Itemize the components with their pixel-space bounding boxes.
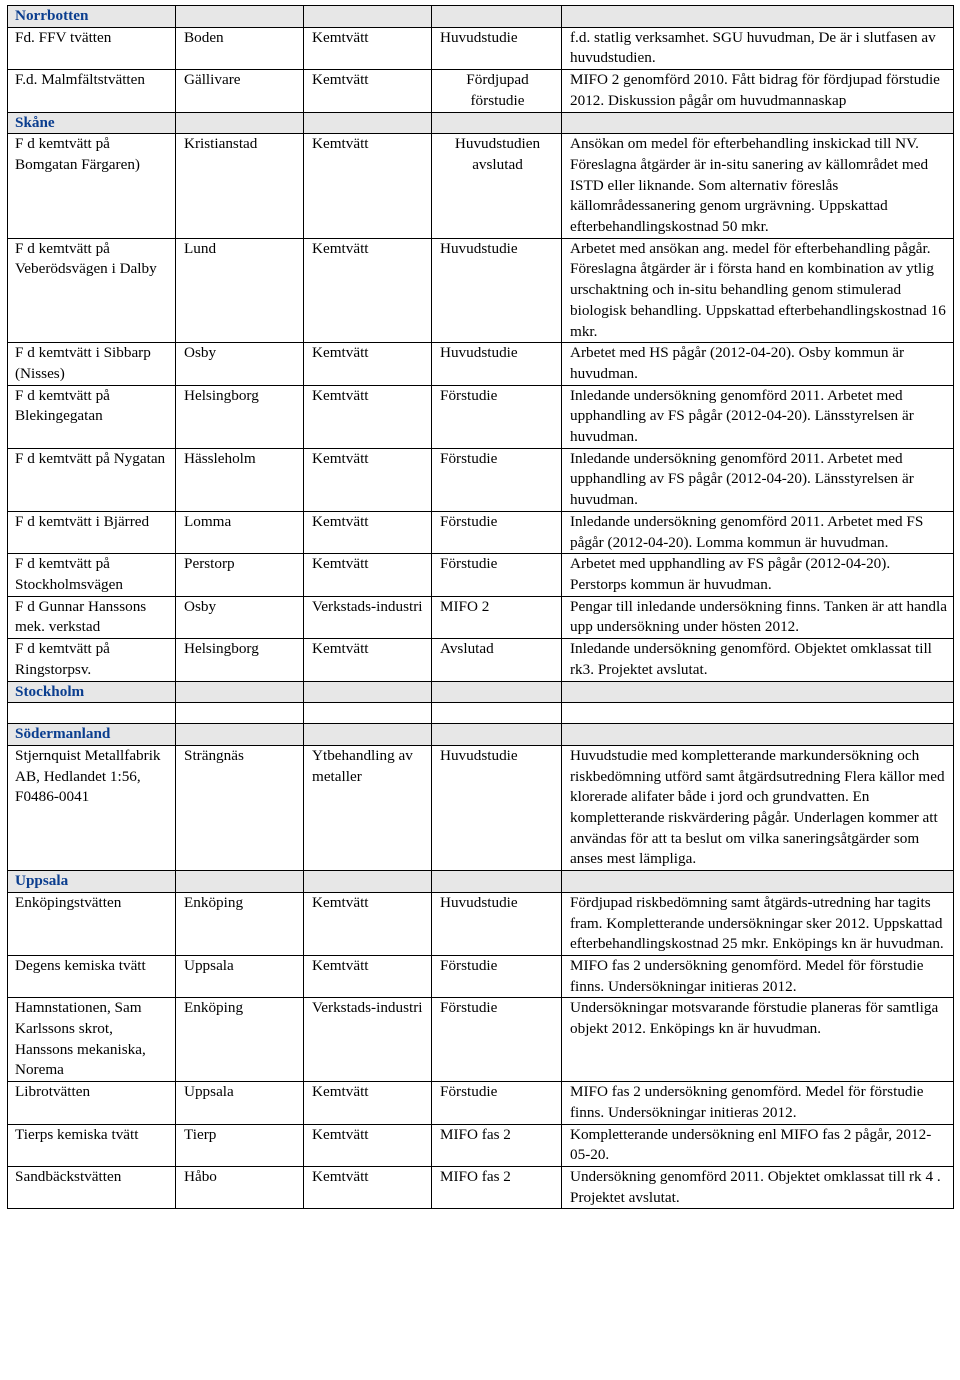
municipality-cell: Uppsala xyxy=(176,955,304,997)
table-row xyxy=(8,596,954,638)
table-row xyxy=(8,554,954,596)
region-name: Norrbotten xyxy=(15,7,89,24)
municipality-cell: Osby xyxy=(176,343,304,385)
object-cell: F.d. Malmfältstvätten xyxy=(8,70,176,112)
region-header-empty xyxy=(304,681,432,703)
region-header-empty xyxy=(432,681,562,703)
region-name: Uppsala xyxy=(15,872,69,890)
municipality-cell: Enköping xyxy=(176,892,304,955)
empty-cell xyxy=(176,703,304,724)
industry-cell: Verkstads-industri xyxy=(304,998,432,1082)
comment-cell: Arbetet med upphandling av FS pågår (2012-04-20). Perstorps kommun är huvudman. xyxy=(562,554,954,596)
comment-cell: Arbetet med ansökan ang. medel för efterbehandling pågår. Föreslagna åtgärder är i första hand en kombination av ytlig urschaktning och in-situ behandling genom stimulerad biologisk behandling. Uppskattad efterbehandlingskostnad 16 mkr. xyxy=(562,238,954,343)
stage-cell: Fördjupad förstudie xyxy=(432,70,562,112)
region-header-empty xyxy=(562,681,954,703)
comment-cell: Kompletterande undersökning enl MIFO fas 2 pågår, 2012-05-20. xyxy=(562,1124,954,1166)
industry-cell: Kemtvätt xyxy=(304,238,432,343)
region-header-empty xyxy=(432,871,562,893)
industry-cell: Ytbehandling av metaller xyxy=(304,745,432,870)
remediation-table xyxy=(7,5,954,1209)
table-row xyxy=(8,27,954,69)
object-cell: F d kemtvätt på Veberödsvägen i Dalby xyxy=(8,238,176,343)
region-header-empty xyxy=(562,871,954,893)
comment-cell: Inledande undersökning genomförd 2011. Arbetet med upphandling av FS pågår (2012-04-20). Länsstyrelsen är huvudman. xyxy=(562,385,954,448)
table-row xyxy=(8,448,954,511)
municipality-cell: Perstorp xyxy=(176,554,304,596)
stage-cell: Förstudie xyxy=(432,1082,562,1124)
object-cell: Hamnstationen, Sam Karlssons skrot, Hanssons mekaniska, Norema xyxy=(8,998,176,1082)
region-header-empty xyxy=(432,112,562,134)
region-header xyxy=(8,112,176,134)
region-header-empty xyxy=(176,6,304,28)
industry-cell: Kemtvätt xyxy=(304,27,432,69)
empty-cell xyxy=(562,703,954,724)
table-row xyxy=(8,745,954,870)
municipality-cell: Tierp xyxy=(176,1124,304,1166)
municipality-cell: Kristianstad xyxy=(176,134,304,239)
comment-cell: Inledande undersökning genomförd 2011. Arbetet med upphandling av FS pågår (2012-04-20). Länsstyrelsen är huvudman. xyxy=(562,448,954,511)
table-row xyxy=(8,238,954,343)
industry-cell: Kemtvätt xyxy=(304,955,432,997)
remediation-table-body xyxy=(8,6,954,1209)
region-header-empty xyxy=(176,724,304,746)
region-name: Södermanland xyxy=(15,725,111,743)
empty-cell xyxy=(432,703,562,724)
comment-cell: MIFO fas 2 undersökning genomförd. Medel för förstudie finns. Undersökningar initieras 2012. xyxy=(562,955,954,997)
industry-cell: Kemtvätt xyxy=(304,1082,432,1124)
stage-cell: MIFO fas 2 xyxy=(432,1124,562,1166)
stage-cell: Avslutad xyxy=(432,639,562,681)
comment-cell: Huvudstudie med kompletterande markundersökning och riskbedömning utförd samt åtgärdsutredning Flera källor med klorerade alifater både i jord och grundvatten. En kompletterande riskvärdering pågår. Underlagen kommer att användas för att ta beslut om vilka saneringsåtgärder som anses mest lämpliga. xyxy=(562,745,954,870)
region-header xyxy=(8,871,176,893)
comment-cell: MIFO fas 2 undersökning genomförd. Medel för förstudie finns. Undersökningar initieras 2012. xyxy=(562,1082,954,1124)
region-header-empty xyxy=(176,112,304,134)
object-cell: Fd. FFV tvätten xyxy=(8,27,176,69)
table-row xyxy=(8,385,954,448)
stage-cell: Huvudstudie xyxy=(432,343,562,385)
object-cell: F d kemtvätt i Bjärred xyxy=(8,511,176,553)
industry-cell: Kemtvätt xyxy=(304,134,432,239)
stage-cell: Huvudstudien avslutad xyxy=(432,134,562,239)
region-name: Stockholm xyxy=(15,682,85,700)
stage-cell: Huvudstudie xyxy=(432,238,562,343)
municipality-cell: Helsingborg xyxy=(176,639,304,681)
municipality-cell: Helsingborg xyxy=(176,385,304,448)
object-cell: Stjernquist Metallfabrik AB, Hedlandet 1:56, F0486-0041 xyxy=(8,745,176,870)
object-cell: F d kemtvätt på Blekingegatan xyxy=(8,385,176,448)
object-cell: Tierps kemiska tvätt xyxy=(8,1124,176,1166)
stage-cell: Förstudie xyxy=(432,511,562,553)
empty-row xyxy=(8,703,954,724)
table-row xyxy=(8,955,954,997)
region-header xyxy=(8,681,176,703)
region-header-empty xyxy=(304,724,432,746)
region-header-empty xyxy=(562,724,954,746)
region-header-empty xyxy=(176,871,304,893)
municipality-cell: Lund xyxy=(176,238,304,343)
industry-cell: Kemtvätt xyxy=(304,448,432,511)
comment-cell: f.d. statlig verksamhet. SGU huvudman, De är i slutfasen av huvudstudien. xyxy=(562,27,954,69)
table-row xyxy=(8,343,954,385)
industry-cell: Kemtvätt xyxy=(304,70,432,112)
region-header-empty xyxy=(562,6,954,28)
stage-cell: Förstudie xyxy=(432,955,562,997)
industry-cell: Kemtvätt xyxy=(304,892,432,955)
municipality-cell: Uppsala xyxy=(176,1082,304,1124)
municipality-cell: Osby xyxy=(176,596,304,638)
empty-cell xyxy=(304,703,432,724)
stage-cell: Förstudie xyxy=(432,554,562,596)
object-cell: F d kemtvätt i Sibbarp (Nisses) xyxy=(8,343,176,385)
industry-cell: Verkstads-industri xyxy=(304,596,432,638)
region-header-empty xyxy=(562,112,954,134)
industry-cell: Kemtvätt xyxy=(304,1124,432,1166)
municipality-cell: Håbo xyxy=(176,1166,304,1208)
municipality-cell: Gällivare xyxy=(176,70,304,112)
region-header-row xyxy=(8,6,954,28)
municipality-cell: Hässleholm xyxy=(176,448,304,511)
region-header-empty xyxy=(176,681,304,703)
table-row xyxy=(8,1124,954,1166)
comment-cell: MIFO 2 genomförd 2010. Fått bidrag för fördjupad förstudie 2012. Diskussion pågår om huvudmannaskap xyxy=(562,70,954,112)
region-header-empty xyxy=(304,871,432,893)
stage-cell: Förstudie xyxy=(432,998,562,1082)
stage-cell: Huvudstudie xyxy=(432,892,562,955)
empty-cell xyxy=(8,703,176,724)
municipality-cell: Strängnäs xyxy=(176,745,304,870)
industry-cell: Kemtvätt xyxy=(304,554,432,596)
object-cell: Sandbäckstvätten xyxy=(8,1166,176,1208)
object-cell: F d kemtvätt på Nygatan xyxy=(8,448,176,511)
municipality-cell: Lomma xyxy=(176,511,304,553)
table-row xyxy=(8,639,954,681)
table-row xyxy=(8,892,954,955)
stage-cell: Huvudstudie xyxy=(432,27,562,69)
comment-cell: Arbetet med HS pågår (2012-04-20). Osby kommun är huvudman. xyxy=(562,343,954,385)
municipality-cell: Enköping xyxy=(176,998,304,1082)
comment-cell: Ansökan om medel för efterbehandling inskickad till NV. Föreslagna åtgärder är in-situ sanering av källområdet med ISTD eller liknande. Som alternativ föreslås källområdessanering genom urgrävning. Uppskattad efterbehandlingskostnad 50 mkr. xyxy=(562,134,954,239)
stage-cell: Huvudstudie xyxy=(432,745,562,870)
comment-cell: Inledande undersökning genomförd. Objektet omklassat till rk3. Projektet avslutat. xyxy=(562,639,954,681)
region-header-row xyxy=(8,112,954,134)
table-row xyxy=(8,70,954,112)
region-header-row xyxy=(8,871,954,893)
table-row xyxy=(8,998,954,1082)
object-cell: F d kemtvätt på Stockholmsvägen xyxy=(8,554,176,596)
table-row xyxy=(8,134,954,239)
object-cell: F d kemtvätt på Ringstorpsv. xyxy=(8,639,176,681)
stage-cell: Förstudie xyxy=(432,448,562,511)
comment-cell: Undersökning genomförd 2011. Objektet omklassat till rk 4 . Projektet avslutat. xyxy=(562,1166,954,1208)
table-row xyxy=(8,1166,954,1208)
object-cell: F d kemtvätt på Bomgatan Färgaren) xyxy=(8,134,176,239)
industry-cell: Kemtvätt xyxy=(304,511,432,553)
table-row xyxy=(8,1082,954,1124)
region-header xyxy=(8,6,176,28)
object-cell: Degens kemiska tvätt xyxy=(8,955,176,997)
industry-cell: Kemtvätt xyxy=(304,1166,432,1208)
industry-cell: Kemtvätt xyxy=(304,385,432,448)
region-name: Skåne xyxy=(15,113,55,131)
stage-cell: MIFO 2 xyxy=(432,596,562,638)
comment-cell: Undersökningar motsvarande förstudie planeras för samtliga objekt 2012. Enköpings kn är huvudman. xyxy=(562,998,954,1082)
industry-cell: Kemtvätt xyxy=(304,639,432,681)
industry-cell: Kemtvätt xyxy=(304,343,432,385)
comment-cell: Inledande undersökning genomförd 2011. Arbetet med FS pågår (2012-04-20). Lomma kommun är huvudman. xyxy=(562,511,954,553)
region-header-empty xyxy=(304,112,432,134)
comment-cell: Pengar till inledande undersökning finns. Tanken är att handla upp undersökning under hösten 2012. xyxy=(562,596,954,638)
municipality-cell: Boden xyxy=(176,27,304,69)
region-header-row xyxy=(8,724,954,746)
region-header-empty xyxy=(304,6,432,28)
region-header-empty xyxy=(432,6,562,28)
comment-cell: Fördjupad riskbedömning samt åtgärds-utredning har tagits fram. Kompletterande undersökningar sker 2012. Uppskattad efterbehandlingskostnad 25 mkr. Enköpings kn är huvudman. xyxy=(562,892,954,955)
table-row xyxy=(8,511,954,553)
object-cell: Librotvätten xyxy=(8,1082,176,1124)
region-header-row xyxy=(8,681,954,703)
region-header xyxy=(8,724,176,746)
stage-cell: MIFO fas 2 xyxy=(432,1166,562,1208)
object-cell: Enköpingstvätten xyxy=(8,892,176,955)
region-header-empty xyxy=(432,724,562,746)
stage-cell: Förstudie xyxy=(432,385,562,448)
object-cell: F d Gunnar Hanssons mek. verkstad xyxy=(8,596,176,638)
